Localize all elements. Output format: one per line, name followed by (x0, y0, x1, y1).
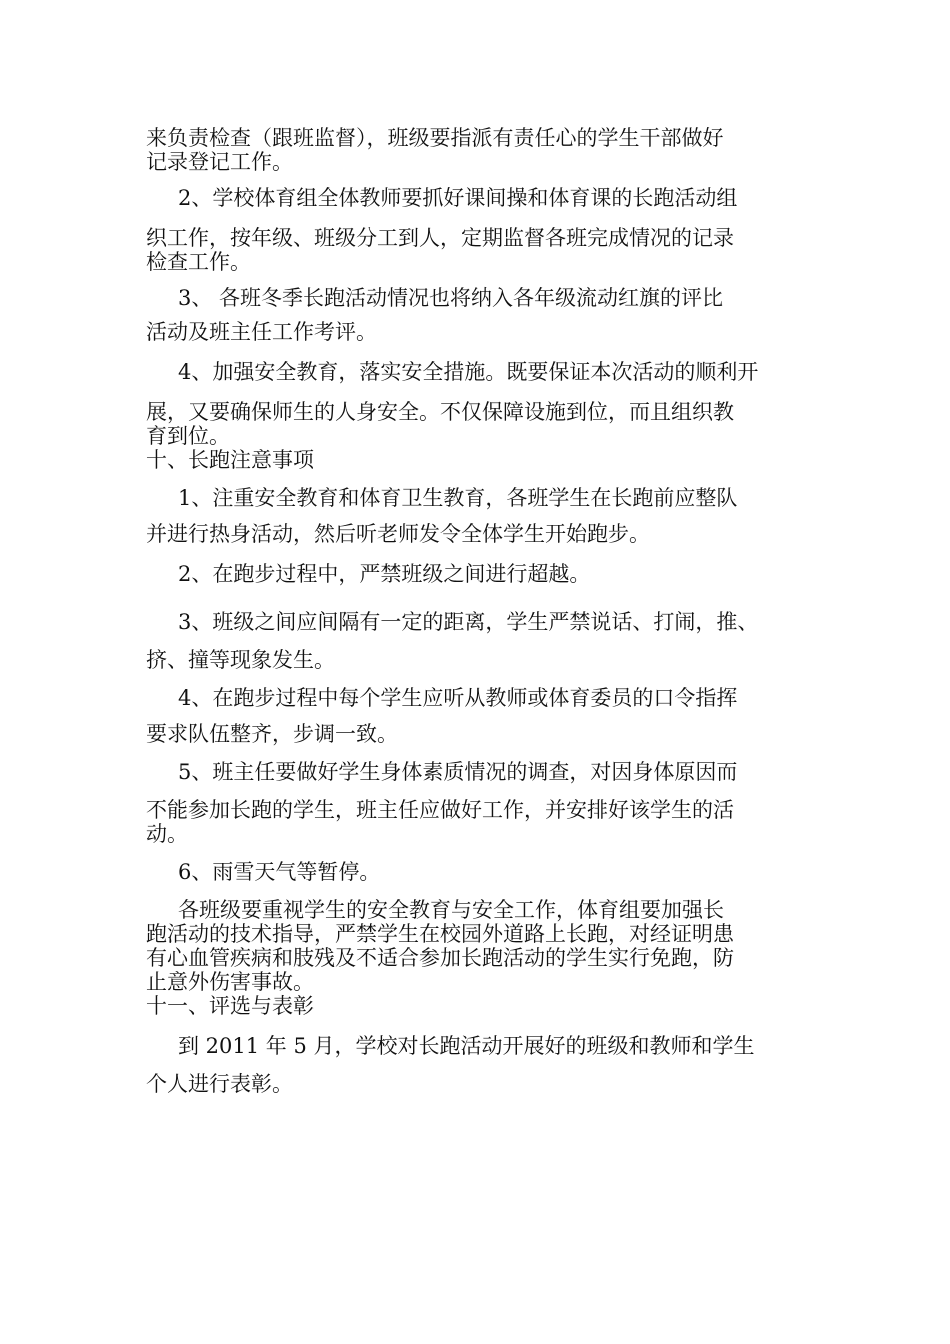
list-item-line: 5、班主任要做好学生身体素质情况的调查，对因身体原因而 (178, 760, 738, 784)
section-heading: 十、长跑注意事项 (146, 448, 314, 472)
paragraph-line: 个人进行表彰。 (146, 1072, 293, 1096)
list-item-line: 2、学校体育组全体教师要抓好课间操和体育课的长跑活动组 (178, 186, 738, 210)
list-item-line: 6、雨雪天气等暂停。 (178, 860, 381, 884)
list-item-line: 4、在跑步过程中每个学生应听从教师或体育委员的口令指挥 (178, 686, 738, 710)
paragraph-line: 记录登记工作。 (146, 150, 293, 174)
paragraph-line: 到 2011 年 5 月，学校对长跑活动开展好的班级和教师和学生 (178, 1034, 755, 1058)
list-item-line: 3、班级之间应间隔有一定的距离，学生严禁说话、打闹，推、 (178, 610, 759, 634)
list-item-line: 要求队伍整齐，步调一致。 (146, 722, 398, 746)
list-item-line: 4、加强安全教育，落实安全措施。既要保证本次活动的顺利开 (178, 360, 759, 384)
list-item-line: 育到位。 (146, 424, 230, 448)
list-item-line: 2、在跑步过程中，严禁班级之间进行超越。 (178, 562, 591, 586)
paragraph-line: 止意外伤害事故。 (146, 970, 314, 994)
list-item-line: 挤、撞等现象发生。 (146, 648, 335, 672)
list-item-line: 不能参加长跑的学生，班主任应做好工作，并安排好该学生的活 (146, 798, 734, 822)
list-item-line: 3、 各班冬季长跑活动情况也将纳入各年级流动红旗的评比 (178, 286, 724, 310)
list-item-line: 展，又要确保师生的人身安全。不仅保障设施到位，而且组织教 (146, 400, 734, 424)
list-item-line: 1、注重安全教育和体育卫生教育，各班学生在长跑前应整队 (178, 486, 738, 510)
paragraph-line: 来负责检查（跟班监督），班级要指派有责任心的学生干部做好 (146, 126, 724, 150)
list-item-line: 活动及班主任工作考评。 (146, 320, 377, 344)
list-item-line: 检查工作。 (146, 250, 251, 274)
list-item-line: 动。 (146, 822, 188, 846)
paragraph-line: 各班级要重视学生的安全教育与安全工作，体育组要加强长 (178, 898, 724, 922)
paragraph-line: 有心血管疾病和肢残及不适合参加长跑活动的学生实行免跑，防 (146, 946, 734, 970)
list-item-line: 并进行热身活动，然后听老师发令全体学生开始跑步。 (146, 522, 650, 546)
list-item-line: 织工作，按年级、班级分工到人，定期监督各班完成情况的记录 (146, 226, 734, 250)
section-heading: 十一、评选与表彰 (146, 994, 314, 1018)
paragraph-line: 跑活动的技术指导，严禁学生在校园外道路上长跑，对经证明患 (146, 922, 734, 946)
